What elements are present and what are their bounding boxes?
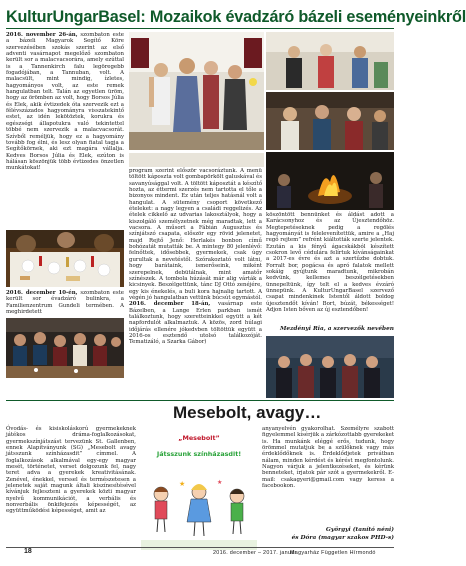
poster-subtitle: Játsszunk színházasdit!	[156, 450, 242, 458]
mesebolt-headline: Mesebolt, avagy…	[173, 403, 322, 422]
svg-text:★: ★	[217, 479, 223, 486]
article-lead-date-3: 2016. december 18-án,	[129, 301, 211, 308]
article-evadzaro	[6, 290, 124, 318]
article-mesebolt-details	[262, 426, 394, 526]
photo-dinner-table	[6, 230, 124, 287]
mesebolt-poster	[141, 428, 257, 550]
page-number: 18	[24, 548, 32, 555]
article-malacvacsora	[6, 32, 124, 230]
photo-strip-mid	[129, 152, 264, 166]
page-footer	[0, 547, 400, 561]
footer-rule	[6, 547, 394, 548]
article-mesebolt-intro	[6, 426, 136, 544]
children-drawing-illustration	[141, 476, 257, 550]
article-body-6: Óvodás- és kisiskoláskorú gyermekeknek játékos dráma-foglalkozásokat, gyermekszínjátszást tervezünk St. Gallenben, ennek Alapítványunk (SG) „Mesebolt avagy játsszunk színházasdit” címmel. A foglalkozások alkalmával egy-egy magyar mesét, történetet, verset dolgozunk fel, nagy teret adva a gyerekek kreativitásának. Zenével, énekkel, verssel és természetesen a jelenetek saját magunk általi kiszínesítésével kívánjuk fejleszteni a gyerekek közti magyar nyelvű kommunikációt, a verbális és nonverbális önkifejezés képességét, az együttműködési képességet, amit az	[6, 426, 136, 515]
headline-rule	[6, 28, 394, 29]
author-signature-1: Györgyi (tanító néni)	[325, 527, 394, 533]
author-signature: Mezdényi Ria, a szervezők nevében	[280, 326, 394, 332]
publication-name: Magyarház Független Hírmondó	[290, 550, 376, 556]
article-body-3: program szerint először vacsoráztunk. A menü töltött káposzta volt gombapörkölt galuskával és savanyúsággal volt. A töltött káposztát a készítő hozta, az éttermi szerzés nem tartotta el tőle a bizonyos mindent. Ez után teljes hatásnál volt a hangulat. A sütemény csoport következő ételeket: a nagy legyen a családi reggelizés. Az ételek cikkelő az udvarias lakosztályok, hogy a kiszolgáló személyzetnek még maradtak, lett a vacsora. A műsort a Fábián Augusztus és színjátszó csapata, először egy rövid jelenetet, majd Rejtő Jenő: Herlakés bonbon című bohózatát mutatták be. A mintegy 80 jelenlévő: felnőttek, idősebbek, gyermekek, csak úgy gurultak a nevetéstől. Szórakoztató volt látni, hogy barátaink, ismerőseink, miként szerepelnek, debütálnak, mint amatőr színészek. A tombola húzását már alig várták a kicsinyek. Beszélgettünk, tánc DJ Ottó zenéjére, egy kis énekelés, a buli kora hajnalig tartott. A végén jó hangulatban vettünk búcsút egymástól.	[129, 168, 262, 301]
photo-stage-scene-2	[266, 92, 394, 150]
article-body: szombaton este a bázeli Magyarok Segítő Köre szervezésében szokás szerint az első adventi vasárnapot megelőző szombaton került sor a malacvacsorára, amely ezúttal is a Tannenkirch falu legöregebb fogadójában, a Tannuban, volt. A malacsült, mint mindig, ízletes, hagyományos volt, az este remek hangulatban telt. Talán az egyetlen üröm, hogy az örömben az volt, hogy Borsos Júlia és Elek, akik évtizedek óta szervezik ezt a félévszázados hagyományra visszatekintő estet, az idén lekötöztek, korukra és egészségi állapotukra való tekintettel többé nem szervezik a malacvacsorát. Szívből reméljük, hogy ez a hagyomány tovább fog élni, és lesz olyan fiatal tagja a Segítőkörnek, aki ezt magára vállalja. Kedves Borsos Júlia és Elek, ezúton is hálásan köszönjük több évtizedes önzetlen munkátokat!	[6, 32, 124, 172]
section-rule	[6, 400, 394, 401]
photo-theatre-stage	[129, 32, 264, 150]
article-body-7: anyanyelvén gyakorolhat. Személyre szabott figyelemmel kísérjük a zárkózottabb gyerekeket is. Ha munkánk eléggé erős, tudunk, hogy örömmel mutatjuk be a szülőknek vagy más érdeklődőknek is. Érdeklődjetek privátban nálam, minden kérdést és kérést megfontolunk. Nagyon várjuk a jelentkezéseket, és kérünk benneteket, írjatok pár szót a gyermekekről. E-mail: csakagyeri@gmail.com vagy keress a facebookon.	[262, 426, 394, 490]
article-body-2: szombaton este került sor évadzáró bulinkra, a Familienzentrum Gundeli termében. A meghirdetett	[6, 290, 124, 316]
issue-date: 2016. december – 2017. január	[213, 550, 297, 556]
author-signature-2: és Dóra (magyar szakos PHD-s)	[291, 535, 394, 541]
article-body-4: vasárnap este Bázelben, a Lange Erlen parkban ismét találkoztunk, hogy szeretteinkkel együtt a két napfordulót alkalmaztuk. A közös, zord húlagi időjárás ellenére jókedvben töltöttük együtt a 2016-os esztendő utolsó találkozóját. Tematizáló, a Szarka Gábor)	[129, 301, 263, 346]
article-koszonto	[266, 212, 394, 324]
article-lead-date-2: 2016. december 10-én,	[6, 290, 78, 296]
photo-winter-gathering	[266, 336, 394, 398]
photo-bonfire	[266, 152, 394, 210]
page-headline: KulturUngarBasel: Mozaikok évadzáró bázeli eseményeinkről	[6, 8, 466, 26]
poster-title: „Mesebolt”	[178, 434, 220, 442]
svg-text:★: ★	[179, 480, 186, 488]
photo-stage-scene-1	[266, 32, 394, 90]
photo-audience	[6, 318, 124, 378]
article-lead-date: 2016. november 26-án,	[6, 32, 78, 38]
article-body-5: köszöntött bennünket és áldást adott a Karácsonyhoz és az Újesztendőhöz. Megtepetéseknek pedig a regölés hagyományát is felelevenítettük, amire a „Haj regő rejtem” refrént kiáltották szerte jelentek. Ezután a kis fényű ágacskákból készített csokron levő cédulára felírtuk kívánságainkat a 2017-es évre és azt a szertűzbe dobtuk. Forralt bor, pogácsa és apró falatok mellett sokáig gyújtunk maradtunk, mikrobán kedvünk, kellemes beszélgetésekben ünnepeltünk, így telt el a kedves évzáró ünnepünk. A KulturUngarBasel szervező csapat mindenkinek Istentől áldott boldog újesztendőt kíván! Bort, búzát, békességet! Adjon Isten bőven az új esztendőben!	[266, 212, 394, 314]
article-program	[129, 168, 262, 392]
